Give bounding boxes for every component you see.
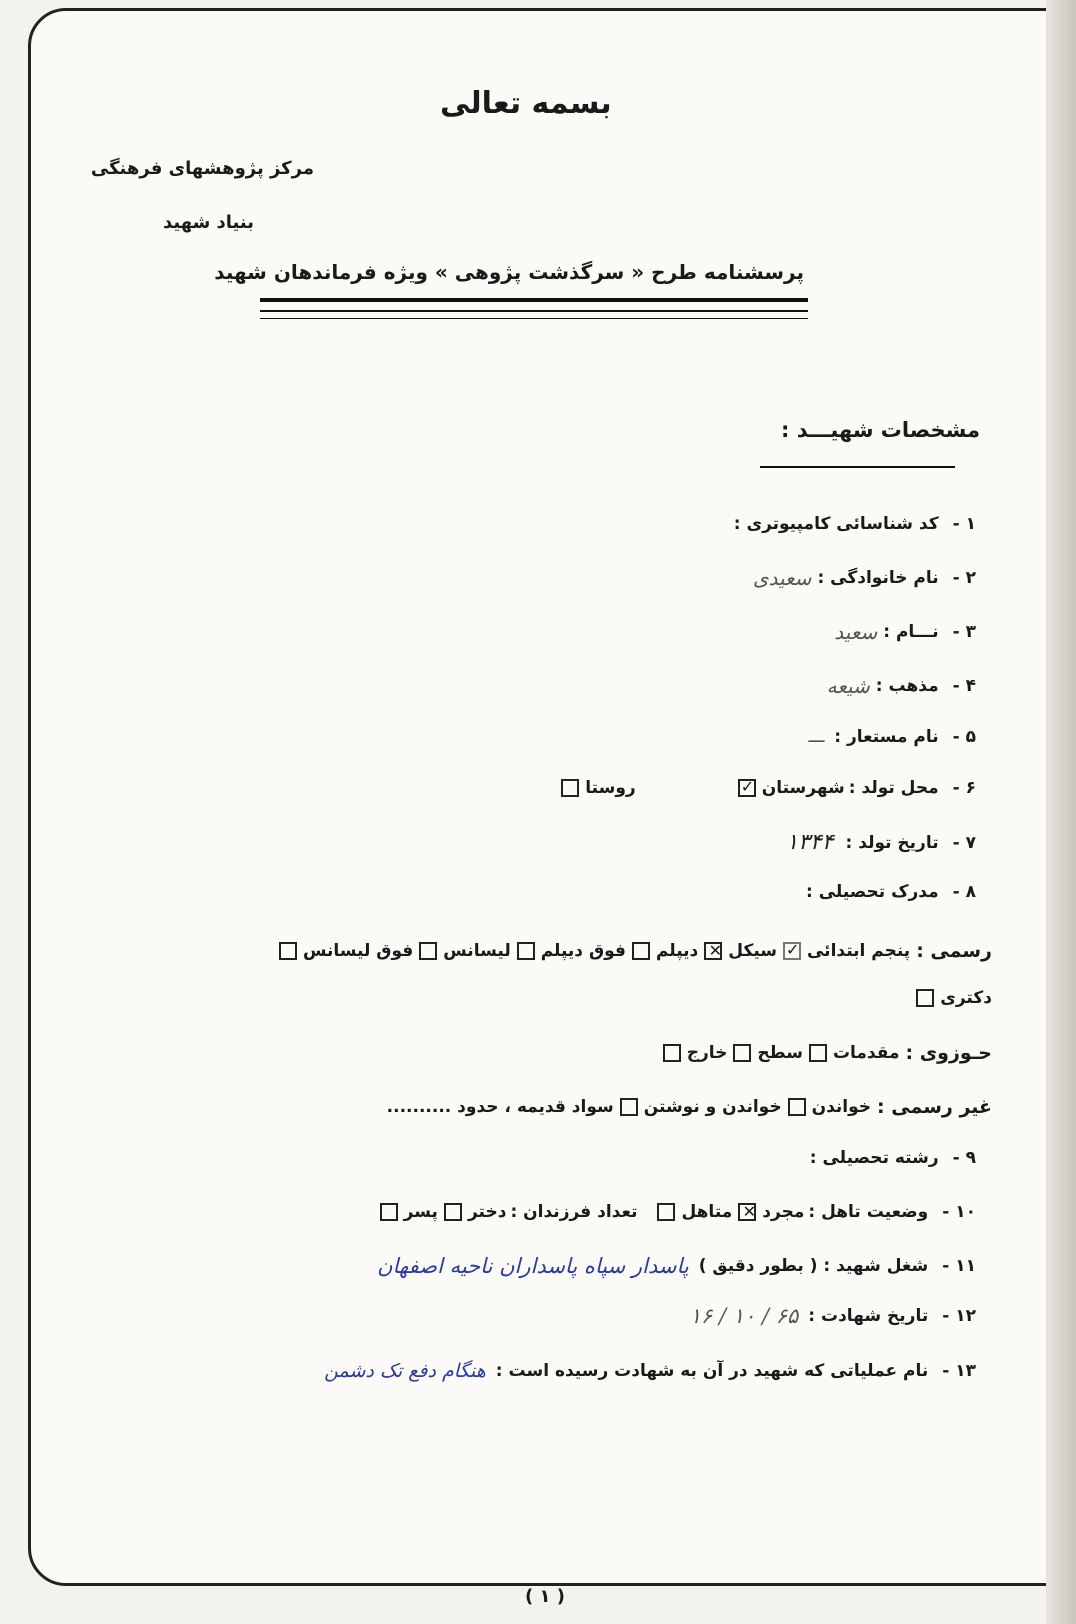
education-informal-label: غیر رسمی : (877, 1096, 992, 1118)
checkbox-city[interactable] (738, 779, 756, 797)
option-label-master: فوق لیسانس (302, 941, 414, 961)
checkbox-village[interactable] (561, 779, 579, 797)
field-row-9 (810, 1148, 976, 1168)
field-value-alias[interactable]: ـــ (808, 726, 825, 747)
field-label-occupation: شغل شهید : ( بطور دقیق ) (698, 1256, 929, 1276)
field-value-name[interactable]: سعید (834, 620, 878, 644)
checkbox-cycle[interactable] (704, 942, 722, 960)
option-label-village: روستا (585, 778, 636, 798)
education-formal-row (273, 940, 992, 962)
field-row-12 (690, 1304, 976, 1328)
field-number: ۱۳ - (942, 1361, 976, 1381)
checkbox-reading-writing[interactable] (620, 1098, 638, 1116)
field-row-13 (324, 1360, 976, 1382)
option-label-old-literacy: سواد قدیمه ، حدود .......... (386, 1097, 614, 1117)
divider-rule (260, 298, 808, 302)
option-label-reading-writing: خواندن و نوشتن (643, 1097, 782, 1117)
education-hawzeh-row (657, 1042, 992, 1064)
field-number: ۱۲ - (942, 1306, 976, 1326)
option-label-bachelor: لیسانس (443, 941, 511, 961)
option-label-sath: سطح (757, 1043, 803, 1063)
field-number: ۳ - (952, 622, 976, 642)
field-label-birthplace: محل تولد : (848, 778, 939, 798)
field-row-7 (786, 830, 976, 855)
option-label-city: شهرستان (761, 778, 845, 798)
field-label-marital: وضعیت تاهل : (808, 1202, 929, 1222)
field-label-alias: نام مستعار : (834, 726, 939, 747)
page-number: ( ۱ ) (525, 1586, 565, 1607)
section-underline (760, 466, 955, 468)
option-label-single: مجرد (762, 1202, 805, 1222)
section-title: مشخصات شهیـــد : (781, 418, 980, 442)
checkbox-kharej[interactable] (663, 1044, 681, 1062)
option-label-diploma: دیپلم (655, 941, 699, 961)
checkbox-reading[interactable] (788, 1098, 806, 1116)
checkbox-doctorate[interactable] (916, 989, 934, 1007)
education-informal-row (387, 1096, 992, 1118)
field-number: ۱۰ - (942, 1202, 976, 1222)
page-title: بسمه تعالی (440, 86, 612, 121)
option-label-kharej: خارج (686, 1043, 728, 1063)
checkbox-sath[interactable] (733, 1044, 751, 1062)
field-label-computer-id: کد شناسائی کامپیوتری : (733, 514, 939, 534)
option-label-daughter: دختر (467, 1202, 507, 1222)
option-label-cycle: سیکل (728, 941, 777, 961)
checkbox-diploma[interactable] (632, 942, 650, 960)
option-label-associate: فوق دیپلم (540, 941, 626, 961)
field-row-11 (377, 1254, 976, 1278)
field-row-4 (827, 674, 976, 698)
checkbox-elementary[interactable] (783, 942, 801, 960)
checkbox-muqaddamat[interactable] (809, 1044, 827, 1062)
field-label-name: نـــام : (883, 622, 939, 642)
field-number: ۷ - (952, 832, 976, 853)
checkbox-son[interactable] (380, 1203, 398, 1221)
option-label-elementary: پنجم ابتدائی (806, 941, 911, 961)
education-hawzeh-label: حـوزوی : (905, 1042, 992, 1064)
divider-rule (260, 310, 808, 312)
field-value-martyrdom-date[interactable]: ۶۵ / ۱۰ / ۱۶ (689, 1304, 799, 1328)
field-row-5 (808, 726, 976, 747)
field-number: ۵ - (952, 726, 976, 747)
form-title: پرسشنامه طرح « سرگذشت پژوهی » ویژه فرماندهان شهید (214, 260, 804, 284)
checkbox-associate[interactable] (517, 942, 535, 960)
checkbox-single[interactable] (738, 1203, 756, 1221)
field-row-3 (834, 620, 976, 644)
field-label-operation: نام عملیاتی که شهید در آن به شهادت رسیده است : (495, 1361, 929, 1381)
option-label-reading: خواندن (811, 1097, 872, 1117)
field-label-martyrdom-date: تاریخ شهادت : (808, 1306, 929, 1326)
field-number: ۲ - (952, 568, 976, 588)
field-row-1 (734, 514, 976, 534)
field-number: ۱ - (952, 514, 976, 534)
field-value-operation[interactable]: هنگام دفع تک دشمن (324, 1360, 486, 1382)
field-label-children: تعداد فرزندان : (510, 1202, 638, 1222)
field-value-occupation[interactable]: پاسدار سپاه پاسداران ناحیه اصفهان (377, 1254, 689, 1278)
option-label-married: متاهل (681, 1202, 733, 1222)
field-value-surname[interactable]: سعیدی (752, 566, 812, 590)
book-spine-shadow (1046, 0, 1076, 1624)
field-value-birthdate[interactable]: ۱۳۴۴ (786, 830, 834, 855)
field-row-6 (555, 778, 976, 798)
field-label-religion: مذهب : (875, 676, 939, 696)
field-row-10 (374, 1202, 976, 1222)
field-label-major: رشته تحصیلی : (809, 1148, 939, 1168)
field-label-education: مدرک تحصیلی : (805, 882, 939, 902)
field-row-8 (806, 882, 976, 902)
field-row-2 (753, 566, 976, 590)
field-number: ۹ - (952, 1148, 976, 1168)
org-name: مرکز پژوهشهای فرهنگی (90, 158, 314, 179)
option-label-son: پسر (403, 1202, 438, 1222)
checkbox-master[interactable] (279, 942, 297, 960)
field-number: ۱۱ - (942, 1256, 976, 1276)
field-number: ۶ - (952, 778, 976, 798)
org-subname: بنیاد شهید (162, 212, 254, 233)
field-label-surname: نام خانوادگی : (817, 568, 939, 588)
divider-rule (260, 318, 808, 319)
option-label-muqaddamat: مقدمات (832, 1043, 900, 1063)
education-formal-label: رسمی : (916, 940, 992, 962)
field-label-birthdate: تاریخ تولد : (845, 832, 939, 853)
checkbox-daughter[interactable] (444, 1203, 462, 1221)
checkbox-married[interactable] (657, 1203, 675, 1221)
field-value-religion[interactable]: شیعه (826, 674, 870, 698)
checkbox-bachelor[interactable] (419, 942, 437, 960)
option-label-doctorate: دکتری (940, 988, 992, 1008)
field-number: ۴ - (952, 676, 976, 696)
education-doctorate-row (910, 988, 992, 1008)
field-number: ۸ - (952, 882, 976, 902)
